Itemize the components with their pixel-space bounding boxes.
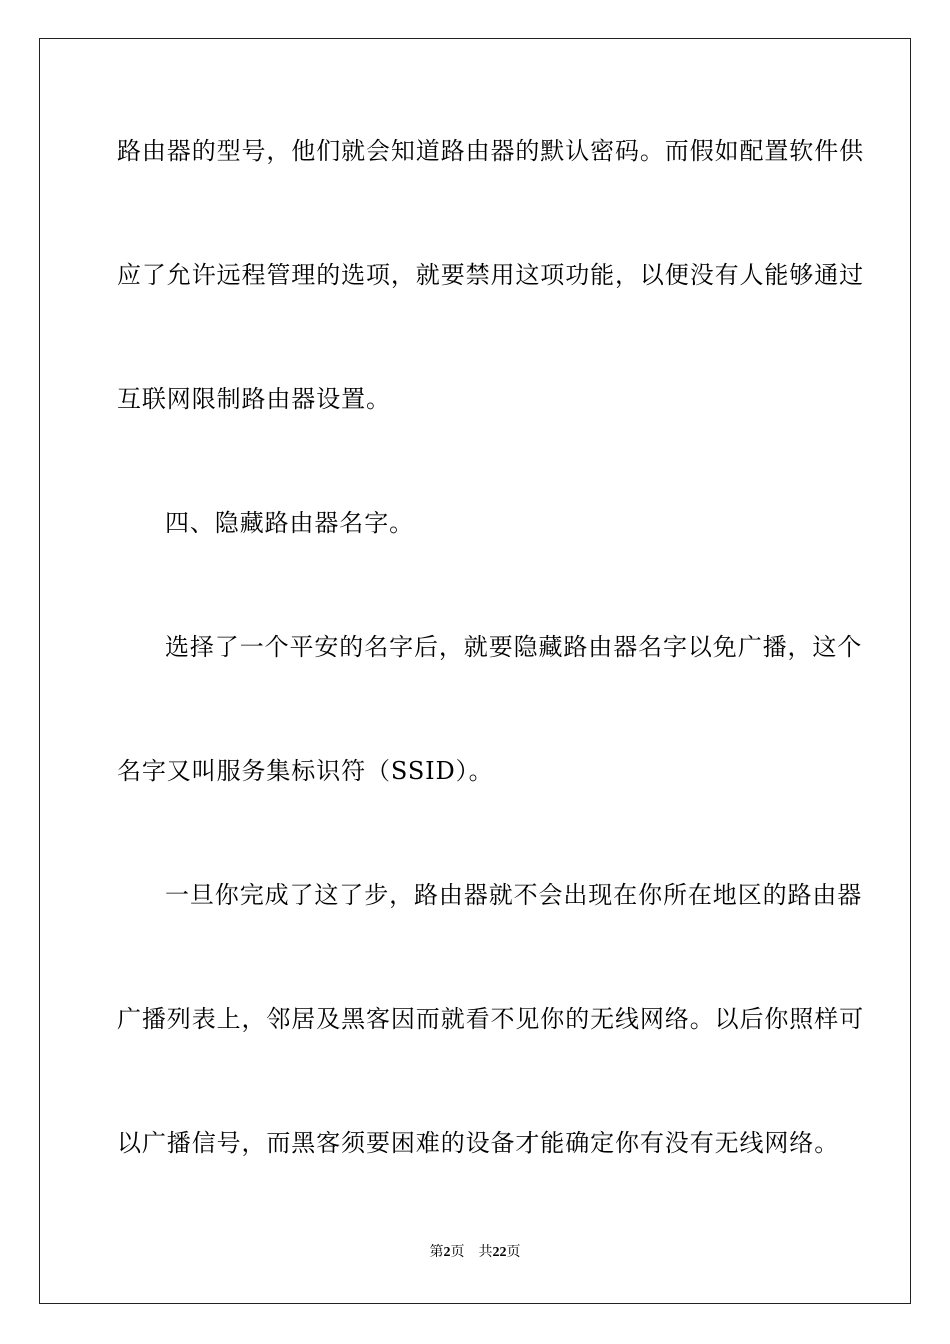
paragraph-line-9: 以广播信号，而黑客须要困难的设备才能确定你有没有无线网络。 [117, 1129, 840, 1157]
page-suffix: 页 [450, 1245, 465, 1260]
paragraph-line-1: 路由器的型号，他们就会知道路由器的默认密码。而假如配置软件供 [117, 137, 864, 165]
total-suffix: 页 [506, 1245, 521, 1260]
paragraph-line-6: 名字又叫服务集标识符（SSID）。 [117, 757, 494, 785]
page-border [39, 38, 911, 1304]
total-pages: 22 [492, 1245, 507, 1260]
total-prefix: 共 [478, 1245, 493, 1260]
paragraph-line-7: 一旦你完成了这了步，路由器就不会出现在你所在地区的路由器 [165, 881, 863, 909]
page-prefix: 第 [429, 1245, 444, 1260]
paragraph-line-5: 选择了一个平安的名字后，就要隐藏路由器名字以免广播，这个 [165, 633, 863, 661]
paragraph-line-2: 应了允许远程管理的选项，就要禁用这项功能，以便没有人能够通过 [117, 261, 864, 289]
page-footer [0, 1244, 950, 1262]
section-heading: 四、隐藏路由器名字。 [165, 509, 414, 537]
page-number: 2 [443, 1245, 451, 1260]
paragraph-line-3: 互联网限制路由器设置。 [117, 385, 391, 413]
paragraph-line-8: 广播列表上，邻居及黑客因而就看不见你的无线网络。以后你照样可 [117, 1005, 864, 1033]
